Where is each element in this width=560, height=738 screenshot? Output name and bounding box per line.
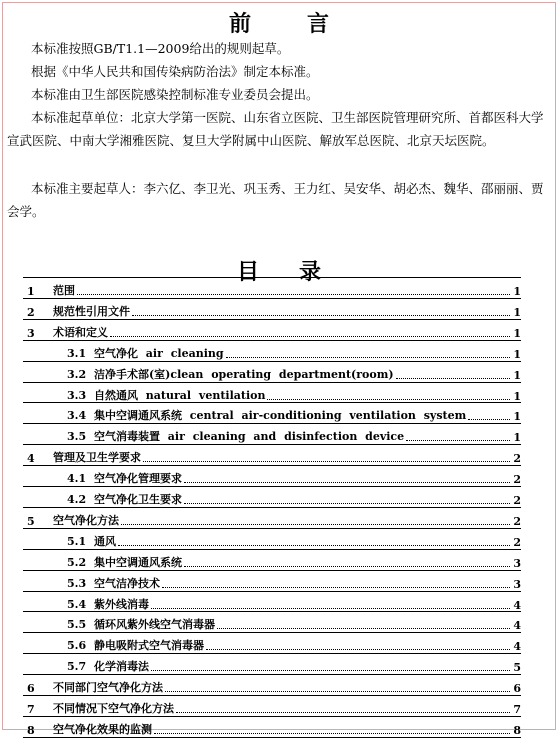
preface-paragraph-1: 本标准按照GB/T1.1—2009给出的规则起草。	[31, 41, 290, 56]
toc-entry-text-wrap	[43, 282, 511, 298]
toc-leader-dots	[267, 399, 510, 400]
toc-leader-dots	[406, 440, 510, 441]
toc-entry-page-number: 1	[513, 389, 521, 403]
toc-entry[interactable]	[23, 528, 521, 549]
toc-entry-label: 空气净化效果的监测	[53, 722, 152, 736]
preface-title-char1: 前	[228, 11, 251, 37]
toc-entry[interactable]	[23, 653, 521, 674]
toc-leader-dots	[396, 378, 510, 379]
preface-title	[3, 7, 555, 38]
toc-leader-dots	[184, 482, 510, 483]
toc-leader-dots	[143, 461, 510, 462]
toc-entry-label: 5.4 紫外线消毒	[67, 597, 149, 611]
toc-entry-text-wrap	[43, 491, 511, 507]
toc-entry-label: 5.7 化学消毒法	[67, 660, 149, 674]
toc-entry-label: 不同情况下空气净化方法	[53, 702, 174, 715]
toc-entry-number: 6	[27, 682, 35, 696]
toc-entry-page-number: 2	[513, 452, 521, 466]
toc-entry-label: 术语和定义	[53, 325, 108, 339]
toc-title-char1: 目	[236, 259, 259, 285]
toc-entry-text-wrap	[43, 345, 511, 361]
toc-entry-number: 4	[27, 452, 35, 466]
toc-entry-text-wrap	[43, 658, 511, 674]
toc-entry-page-number: 4	[513, 598, 521, 612]
toc-entry[interactable]	[23, 507, 521, 528]
toc-entry-page-number: 4	[513, 619, 521, 633]
preface-paragraph-2: 根据《中华人民共和国传染病防治法》制定本标准。	[31, 64, 319, 79]
toc-leader-dots	[151, 608, 510, 609]
toc-entry-page-number: 1	[513, 326, 521, 340]
toc-entry-page-number: 1	[513, 285, 521, 298]
toc-entry[interactable]	[23, 340, 521, 361]
toc-entry-text-wrap	[43, 575, 511, 591]
toc-entry[interactable]	[23, 382, 521, 403]
toc-entry-text-wrap	[43, 700, 511, 716]
toc-leader-dots	[217, 628, 510, 629]
toc-leader-dots	[118, 545, 510, 546]
toc-entry-number: 7	[27, 703, 35, 716]
toc-entry-page-number: 2	[513, 535, 521, 549]
preface-paragraph-5: 本标准主要起草人：李六亿、李卫光、巩玉秀、王力红、吴安华、胡必杰、魏华、邵丽丽、贾会学。	[7, 181, 544, 219]
toc-entry-page-number: 4	[513, 640, 521, 654]
toc-leader-dots	[468, 419, 510, 420]
toc-entry-page-number: 2	[513, 473, 521, 487]
toc-entry-page-number: 2	[513, 514, 521, 528]
toc-entry-label: 不同部门空气净化方法	[53, 681, 163, 695]
toc-entry-number: 1	[27, 285, 35, 298]
toc-entry-text-wrap	[43, 533, 511, 549]
toc-entry-label: 3.1 空气净化 air cleaning	[67, 346, 224, 360]
toc-entry-label: 3.2 洁净手术部(室)clean operating department(room)	[67, 367, 394, 381]
toc-entry-label: 5.3 空气洁净技术	[67, 576, 160, 590]
toc-leader-dots	[226, 357, 510, 358]
toc-entry-text-wrap	[43, 470, 511, 486]
toc-leader-dots	[121, 524, 510, 525]
toc-entry[interactable]	[23, 570, 521, 591]
toc-entry-label: 5.2 集中空调通风系统	[67, 555, 182, 569]
toc-entry-page-number: 1	[513, 347, 521, 361]
toc-entry-label: 规范性引用文件	[53, 304, 130, 318]
toc-entry-page-number: 3	[513, 577, 521, 591]
toc-entry[interactable]	[23, 298, 521, 319]
preface-paragraph-3: 本标准由卫生部医院感染控制标准专业委员会提出。	[31, 87, 319, 102]
toc-entry-label: 4.2 空气净化卫生要求	[67, 493, 182, 506]
toc-entry[interactable]	[23, 632, 521, 653]
toc-entry-label: 5.5 循环风紫外线空气消毒器	[67, 618, 215, 632]
toc-entry[interactable]	[23, 591, 521, 612]
toc-entry-page-number: 6	[513, 682, 521, 696]
toc-entry-number: 8	[27, 723, 35, 737]
toc-entry-page-number: 1	[513, 410, 521, 424]
toc-entry-label: 空气净化方法	[53, 513, 119, 527]
document-page	[2, 2, 556, 737]
toc-entry-text-wrap	[43, 679, 511, 695]
toc-entry[interactable]	[23, 361, 521, 382]
toc-leader-dots	[77, 294, 510, 295]
toc-entry[interactable]	[23, 695, 521, 716]
toc-leader-dots	[165, 691, 510, 692]
toc-entry-text-wrap	[43, 303, 511, 319]
toc-entry[interactable]	[23, 423, 521, 444]
toc-entry-label: 3.5 空气消毒装置 air cleaning and disinfection device	[67, 430, 405, 444]
toc-entry-label: 5.1 通风	[67, 534, 116, 548]
toc-entry-number: 2	[27, 305, 35, 319]
toc-entry-page-number: 3	[513, 556, 521, 570]
toc-entry-page-number: 8	[513, 723, 521, 737]
toc-entry[interactable]	[23, 486, 521, 507]
toc-entry-label: 3.4 集中空调通风系统 central air-conditioning ventilation system	[67, 409, 467, 423]
toc-entry-text-wrap	[43, 637, 511, 653]
toc-entry-label: 范围	[53, 284, 75, 297]
toc-entry-page-number: 1	[513, 368, 521, 382]
toc-entry-page-number: 7	[513, 703, 521, 716]
toc-entry[interactable]	[23, 611, 521, 632]
toc-entry-number: 5	[27, 514, 35, 528]
toc-entry-text-wrap	[43, 596, 511, 612]
toc-entry[interactable]	[23, 402, 521, 423]
toc-entry[interactable]	[23, 444, 521, 465]
toc-entry-page-number: 5	[513, 661, 521, 675]
toc-leader-dots	[132, 315, 510, 316]
toc-entry-text-wrap	[43, 428, 511, 444]
toc-entry-label: 5.6 静电吸附式空气消毒器	[67, 639, 204, 653]
toc-leader-dots	[110, 336, 510, 337]
toc-entry[interactable]	[23, 465, 521, 486]
toc-entry-text-wrap	[43, 512, 511, 528]
toc-entry[interactable]	[23, 277, 521, 298]
toc-entry-text-wrap	[43, 449, 511, 465]
toc-entry[interactable]	[23, 319, 521, 340]
toc-leader-dots	[184, 503, 510, 504]
toc-entry[interactable]	[23, 549, 521, 570]
toc-entry-page-number: 1	[513, 305, 521, 319]
toc-entry-label: 4.1 空气净化管理要求	[67, 472, 182, 486]
toc-entry-text-wrap	[43, 366, 511, 382]
toc-entry-text-wrap	[43, 721, 511, 737]
preface-paragraph-4: 本标准起草单位：北京大学第一医院、山东省立医院、卫生部医院管理研究所、首都医科大学宣武医院、中南大学湘雅医院、复旦大学附属中山医院、解放军总医院、北京天坛医院。	[7, 110, 544, 148]
toc-leader-dots	[206, 649, 510, 650]
preface-title-char2: 言	[307, 11, 330, 37]
toc-entry-page-number: 2	[513, 494, 521, 507]
toc-entry-text-wrap	[43, 324, 511, 340]
toc-entry-text-wrap	[43, 616, 511, 632]
toc-entry-text-wrap	[43, 387, 511, 403]
toc-leader-dots	[162, 587, 510, 588]
toc-leader-dots	[184, 566, 510, 567]
toc-entry-text-wrap	[43, 407, 511, 423]
toc-entry[interactable]	[23, 674, 521, 695]
toc-entry-text-wrap	[43, 554, 511, 570]
toc-leader-dots	[176, 712, 510, 713]
toc-leader-dots	[151, 670, 510, 671]
toc-entry-number: 3	[27, 326, 35, 340]
toc-title-char2: 录	[299, 259, 322, 285]
toc-entry-page-number: 1	[513, 431, 521, 445]
toc-entry-label: 管理及卫生学要求	[53, 451, 141, 465]
toc-entry-label: 3.3 自然通风 natural ventilation	[67, 388, 266, 402]
